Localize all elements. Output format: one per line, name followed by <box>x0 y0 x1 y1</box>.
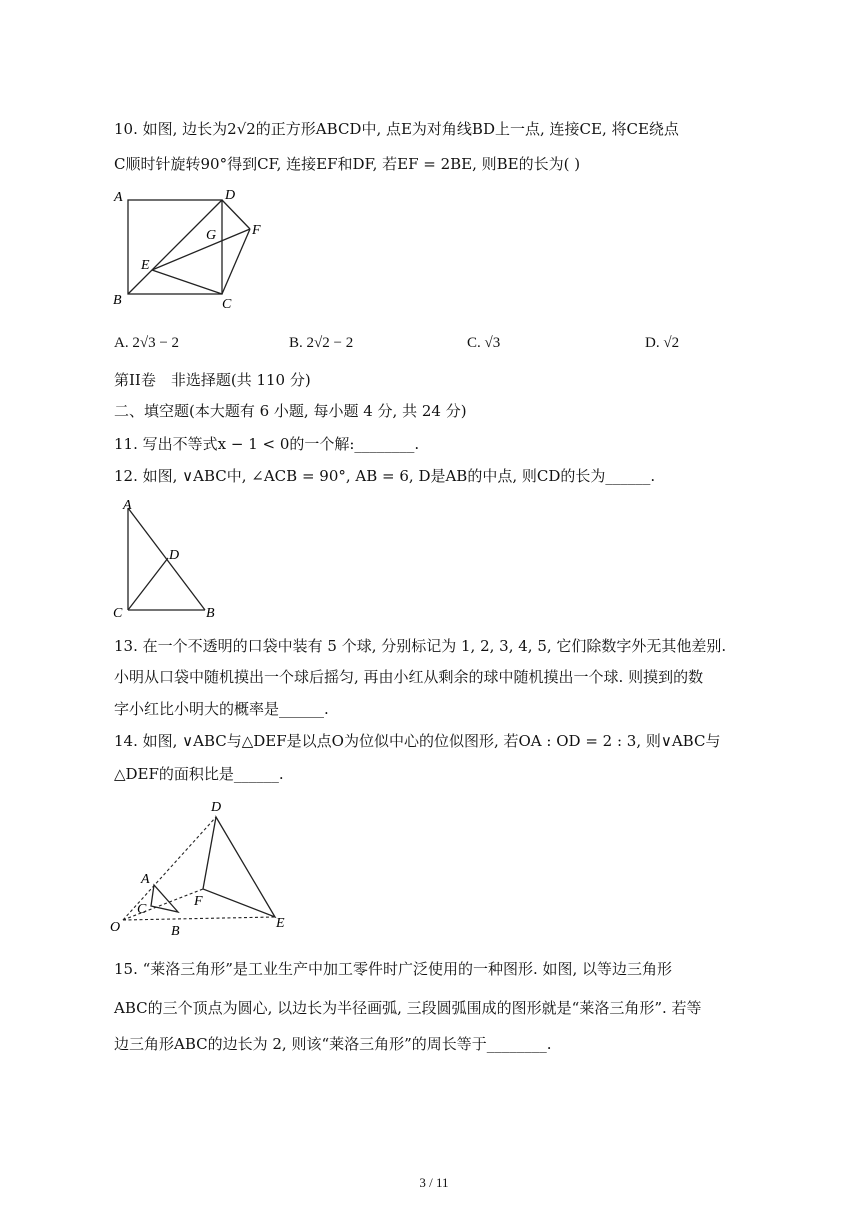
q10-option-d: D. √2 <box>645 335 680 351</box>
label-f: F <box>194 894 203 909</box>
triangle-def <box>203 817 275 917</box>
q15-line1: 15. “莱洛三角形”是工业生产中加工零件时广泛使用的一种图形. 如图, 以等边三角形 <box>114 960 673 978</box>
label-e: E <box>141 258 150 273</box>
label-a: A <box>114 190 123 205</box>
median-cd <box>128 558 168 610</box>
label-o: O <box>110 920 121 935</box>
segment-ce <box>152 270 222 294</box>
q15-line3: 边三角形ABC的边长为 2, 则该“莱洛三角形”的周长等于________. <box>114 1035 552 1053</box>
label-d: D <box>211 800 222 815</box>
label-c: C <box>222 297 232 312</box>
q12-text: 12. 如图, ∨ABC中, ∠ACB = 90°, AB = 6, D是AB的中点, 则CD的长为______. <box>114 467 656 485</box>
q13-line2: 小明从口袋中随机摸出一个球后摇匀, 再由小红从剩余的球中随机摸出一个球. 则摸到的数 <box>114 668 704 686</box>
label-c: C <box>113 606 123 621</box>
ray-of <box>123 889 203 920</box>
q10-option-a: A. 2√3 − 2 <box>114 335 180 351</box>
label-b: B <box>113 293 122 308</box>
segment-df <box>222 200 250 229</box>
q12-figure <box>108 493 228 623</box>
page-number: 3 / 11 <box>419 1175 449 1190</box>
q11-text: 11. 写出不等式x − 1 < 0的一个解:________. <box>114 435 420 453</box>
label-d: D <box>225 188 236 203</box>
q10-line2: C顺时针旋转90°得到CF, 连接EF和DF, 若EF = 2BE, 则BE的长为( ) <box>114 155 581 173</box>
part2-heading: 二、填空题(本大题有 6 小题, 每小题 4 分, 共 24 分) <box>114 402 467 420</box>
q15-line2: ABC的三个顶点为圆心, 以边长为半径画弧, 三段圆弧围成的图形就是“莱洛三角形”. 若等 <box>114 999 702 1017</box>
label-c: C <box>137 902 147 917</box>
label-a: A <box>141 872 150 887</box>
label-a: A <box>123 498 132 513</box>
q13-line3: 字小红比小明大的概率是______. <box>114 700 329 718</box>
q14-line2: △DEF的面积比是______. <box>114 765 284 783</box>
q13-line1: 13. 在一个不透明的口袋中装有 5 个球, 分别标记为 1, 2, 3, 4, 5, 它们除数字外无其他差别. <box>114 637 727 655</box>
section-title: 第II卷 非选择题(共 110 分) <box>114 371 311 389</box>
q10-line1: 10. 如图, 边长为2√2的正方形ABCD中, 点E为对角线BD上一点, 连接CE, 将CE绕点 <box>114 120 679 138</box>
label-d: D <box>169 548 180 563</box>
ray-oe <box>123 917 275 920</box>
label-f: F <box>252 223 261 238</box>
q10-option-b: B. 2√2 − 2 <box>289 335 354 351</box>
q10-option-c: C. √3 <box>467 335 501 351</box>
label-b: B <box>206 606 215 621</box>
q14-figure <box>108 797 298 939</box>
label-e: E <box>276 916 285 931</box>
q14-line1: 14. 如图, ∨ABC与△DEF是以点O为位似中心的位似图形, 若OA : OD = 2 : 3, 则∨ABC与 <box>114 732 721 750</box>
label-b: B <box>171 924 180 939</box>
label-g: G <box>206 228 217 243</box>
q10-figure <box>108 185 278 313</box>
